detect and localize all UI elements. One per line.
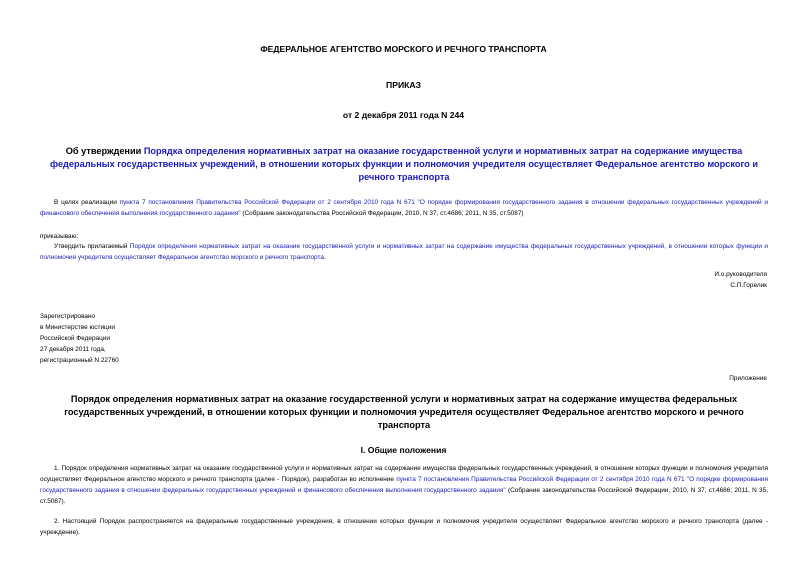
preamble-suffix: (Собрание законодательства Российской Федерации, 2010, N 37, ст.4686; 2011, N 35, ст.5087) — [240, 210, 524, 217]
appendix-title: Порядок определения нормативных затрат на оказание государственной услуги и нормативных затрат на содержание имущества федеральных государственных учреждений, в отношении которых функции и полномочия учредителя осуществляет Федеральное агентство морского и речного транспорта — [64, 394, 744, 430]
agency-name: ФЕДЕРАЛЬНОЕ АГЕНТСТВО МОРСКОГО И РЕЧНОГО ТРАНСПОРТА — [260, 44, 547, 54]
signature-block — [567, 269, 767, 291]
document-type: ПРИКАЗ — [386, 80, 421, 90]
order-item-prefix: Утвердить прилагаемый — [54, 243, 130, 250]
registration-line: Российской Федерации — [40, 335, 111, 342]
order-item-suffix: . — [323, 254, 326, 261]
registration-line: 27 декабря 2011 года, — [40, 346, 106, 353]
document-date-number: от 2 декабря 2011 года N 244 — [342, 110, 465, 120]
registration-line: регистрационный N 22760 — [40, 357, 119, 364]
section-paragraph-2: 2. Настоящий Порядок распространяется на федеральные государственные учреждения, в отношении которых функции и полномочия учредителя осуществляет Федеральное агентство морского и речного транспорта (далее - учреждение). — [40, 518, 768, 536]
section-p1-prefix: 1. Порядок определения нормативных затрат на оказание государственной услуги и нормативных затрат на содержание имущества федеральных государственных учреждений, в отношении которых функции и полномочия учредителя осуществляет Федеральное агентство морского и речного транспорта (далее - Порядок), разработан во исполнение — [40, 465, 768, 483]
preamble-decree-link[interactable]: пункта 7 постановления Правительства Российской Федерации от 2 сентября 2010 года N 671 "О порядке формирования государственного задания в отношении федеральных государственных учреждений и финансового обеспечения выполнения государственного задания" — [40, 199, 768, 217]
appendix-label: Приложение — [729, 375, 767, 382]
preamble-paragraph — [40, 197, 768, 219]
signature-name: С.П.Горелик — [730, 282, 767, 289]
section-paragraph-1 — [40, 463, 768, 507]
order-title — [40, 145, 768, 184]
section-p1-decree-link[interactable]: пункта 7 постановления Правительства Российской Федерации от 2 сентября 2010 года N 671 "О порядке формирования государственного задания в отношении федеральных государственных учреждений и финансового обеспечения выполнения государственного задания" — [40, 476, 769, 494]
registration-line: в Министерстве юстиции — [40, 324, 115, 331]
signature-position: И.о.руководителя — [714, 271, 767, 278]
section-p1-suffix: (Собрание законодательства Российской Федерации, 2010, N 37, ст.4686; 2011, N 35, ст.5087). — [40, 487, 768, 505]
preamble-prefix: В целях реализации — [54, 199, 120, 206]
order-item-paragraph — [40, 241, 768, 263]
registration-block — [40, 311, 240, 366]
section-heading: I. Общие положения — [360, 445, 447, 455]
order-title-prefix: Об утверждении — [65, 146, 144, 156]
order-title-link[interactable]: Порядка определения нормативных затрат на оказание государственной услуги и нормативных затрат на содержание имущества федеральных государственных учреждений, в отношении которых функции и полномочия учредителя осуществляет Федеральное агентство морского и речного транспорта — [50, 146, 758, 182]
order-item-link[interactable]: Порядок определения нормативных затрат на оказание государственной услуги и нормативных затрат на содержание имущества федеральных государственных учреждений, в отношении которых функции и полномочия учредителя осуществляет Федеральное агентство морского и речного транспорта — [40, 243, 768, 261]
registration-line: Зарегистрировано — [40, 313, 96, 320]
order-word: приказываю: — [40, 233, 79, 240]
